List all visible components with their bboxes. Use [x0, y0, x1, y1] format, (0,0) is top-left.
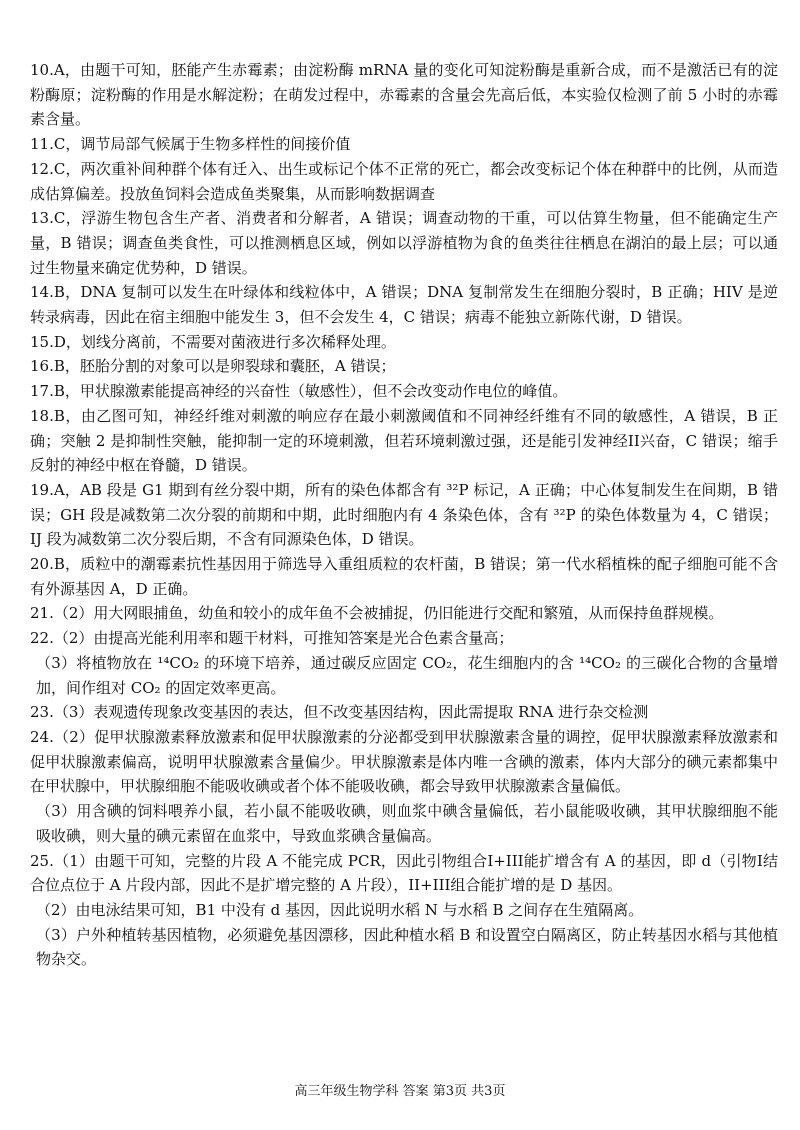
page-footer: 高三年级生物学科 答案 第3页 共3页 [294, 1084, 506, 1099]
answer-q25-part2: （2）由电泳结果可知，B1 中没有 d 基因，因此说明水稻 N 与水稻 B 之间存在生殖隔离。 [36, 900, 644, 919]
answer-q24-part2: 24.（2）促甲状腺激素释放激素和促甲状腺激素的分泌都受到甲状腺激素含量的调控，促甲状腺激素释放激素和促甲状腺激素偏高，说明甲状腺激素含量偏少。甲状腺激素是体内唯一含碘的激素，体内大部分的碘元素都集中在甲状腺中，甲状腺细胞不能吸收碘或者个体不能吸收碘，都会导致甲状腺激素含量偏低。 [30, 727, 778, 796]
answer-q10: 10.A，由题干可知，胚能产生赤霉素；由淀粉酶 mRNA 量的变化可知淀粉酶是重新合成，而不是激活已有的淀粉酶原；淀粉酶的作用是水解淀粉；在萌发过程中，赤霉素的含量会先高后低，本实验仅检测了前 5 小时的赤霉素含量。 [30, 61, 778, 129]
answer-q18: 18.B，由乙图可知，神经纤维对刺激的响应存在最小刺激阈值和不同神经纤维有不同的敏感性，A 错误，B 正确；突触 2 是抑制性突触，能抑制一定的环境刺激，但若环境刺激过强，还是能引发神经II兴奋，C 错误；缩手反射的神经中枢在脊髓，D 错误。 [30, 406, 778, 475]
answer-q14: 14.B，DNA 复制可以发生在叶绿体和线粒体中，A 错误；DNA 复制常发生在细胞分裂时，B 正确；HIV 是逆转录病毒，因此在宿主细胞中能发生 3，但不会发生 4，C 错误；病毒不能独立新陈代谢，D 错误。 [30, 283, 778, 327]
answer-q15: 15.D，划线分离前，不需要对菌液进行多次稀释处理。 [30, 332, 396, 351]
answer-q20: 20.B，质粒中的潮霉素抗性基因用于筛选导入重组质粒的农杆菌，B 错误；第一代水稻植株的配子细胞可能不含有外源基因 A，D 正确。 [30, 555, 778, 598]
answer-q22-part3: （3）将植物放在 ¹⁴CO₂ 的环境下培养，通过碳反应固定 CO₂，花生细胞内的含 ¹⁴CO₂ 的三碳化合物的含量增加，间作组对 CO₂ 的固定效率更高。 [36, 653, 778, 697]
answer-q17: 17.B，甲状腺激素能提高神经的兴奋性（敏感性），但不会改变动作电位的峰值。 [30, 382, 568, 401]
answer-q16: 16.B，胚胎分割的对象可以是卵裂球和囊胚，A 错误； [30, 357, 396, 376]
answer-list [30, 58, 778, 972]
answer-q21: 21.（2）用大网眼捕鱼，幼鱼和较小的成年鱼不会被捕捉，仍旧能进行交配和繁殖，从而保持鱼群规模。 [30, 604, 724, 623]
answer-q13: 13.C，浮游生物包含生产者、消费者和分解者，A 错误；调查动物的干重，可以估算生物量，但不能确定生产量，B 错误；调查鱼类食性，可以推测栖息区域，例如以浮游植物为食的鱼类往往栖息在湖泊的最上层；可以通过生物量来确定优势种，D 错误。 [30, 209, 778, 277]
answer-q25-part1: 25.（1）由题干可知，完整的片段 A 不能完成 PCR，因此引物组合I+III能扩增含有 A 的基因，即 d（引物I结合位点位于 A 片段内部，因此不是扩增完整的 A 片段），II+III组合能扩增的是 D 基因。 [30, 851, 778, 895]
answer-q23: 23.（3）表观遗传现象改变基因的表达，但不改变基因结构，因此需提取 RNA 进行杂交检测 [30, 703, 649, 722]
answer-q11: 11.C，调节局部气候属于生物多样性的间接价值 [30, 135, 351, 154]
answer-q19: 19.A，AB 段是 G1 期到有丝分裂中期，所有的染色体都含有 ³²P 标记，A 正确；中心体复制发生在间期，B 错误；GH 段是减数第二次分裂的前期和中期，此时细胞内有 4 条染色体，含有 ³²P 的染色体数量为 4，C 错误；IJ 段为减数第二次分裂后期，不含有同源染色体，D 错误。 [30, 480, 778, 549]
answer-q12: 12.C，两次重补间种群个体有迁入、出生或标记个体不正常的死亡，都会改变标记个体在种群中的比例，从而造成估算偏差。投放鱼饲料会造成鱼类聚集，从而影响数据调查 [30, 159, 778, 203]
answer-q25-part3: （3）户外种植转基因植物，必须避免基因漂移，因此种植水稻 B 和设置空白隔离区，防止转基因水稻与其他植物杂交。 [36, 925, 778, 969]
answer-q24-part3: （3）用含碘的饲料喂养小鼠，若小鼠不能吸收碘，则血浆中碘含量偏低，若小鼠能吸收碘，其甲状腺细胞不能吸收碘，则大量的碘元素留在血浆中，导致血浆碘含量偏高。 [36, 802, 778, 845]
answer-q22-part2: 22.（2）由提高光能利用率和题干材料，可推知答案是光合色素含量高； [30, 629, 514, 648]
